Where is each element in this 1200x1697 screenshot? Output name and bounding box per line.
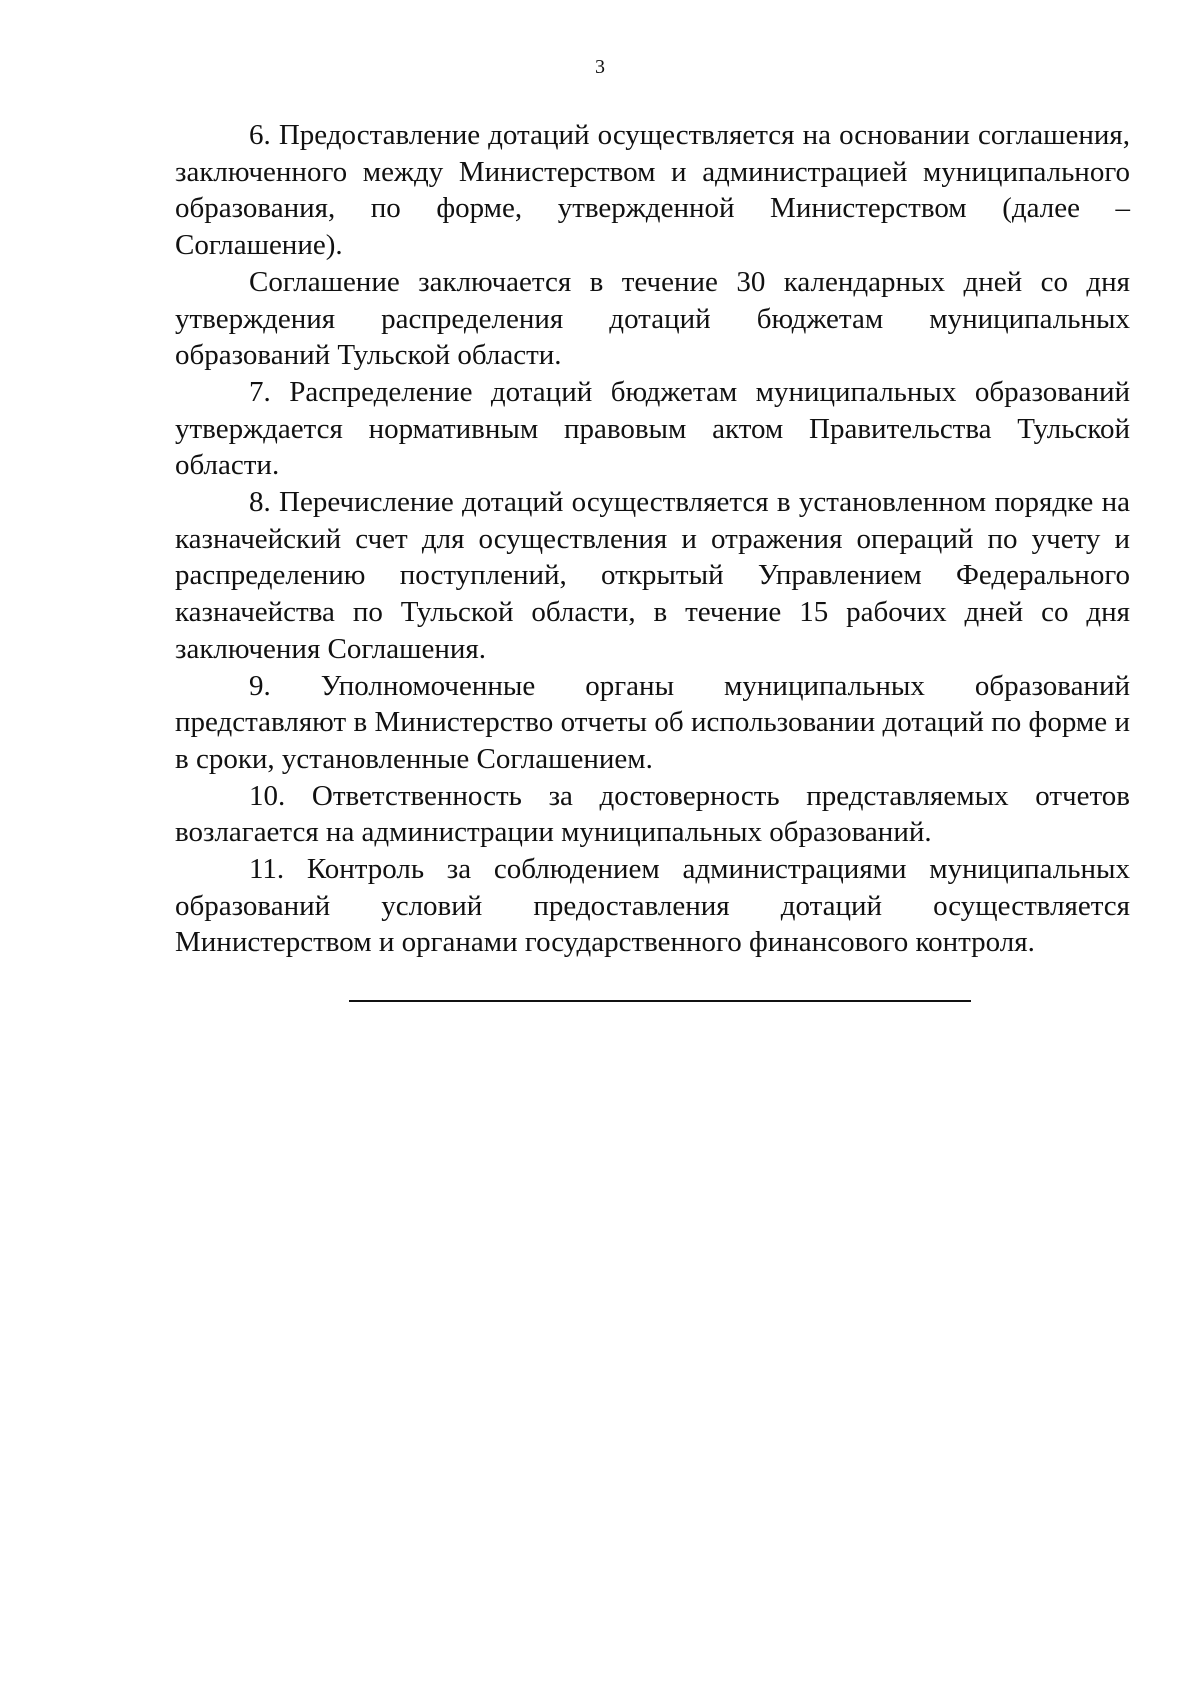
- paragraph-10: 10. Ответственность за достоверность представляемых отчетов возлагается на администрации муниципальных образований.: [175, 779, 1130, 849]
- page-number: 3: [595, 56, 605, 78]
- paragraph-7: 7. Распределение дотаций бюджетам муниципальных образований утверждается нормативным правовым актом Правительства Тульской области.: [175, 375, 1130, 482]
- paragraph-9: 9. Уполномоченные органы муниципальных образований представляют в Министерство отчеты об использовании дотаций по форме и в сроки, установленные Соглашением.: [175, 669, 1130, 775]
- paragraph-8: 8. Перечисление дотаций осуществляется в установленном порядке на казначейский счет для осуществления и отражения операций по учету и распределению поступлений, открытый Управлением Федерального казначейства по Тульской области, в течение 15 рабочих дней со дня заключения Соглашения.: [175, 486, 1130, 665]
- paragraph-6: 6. Предоставление дотаций осуществляется на основании соглашения, заключенного между Министерством и администрацией муниципального образования, по форме, утвержденной Министерством (далее – Соглашение).: [175, 119, 1130, 262]
- end-separator-line: [349, 1000, 971, 1002]
- paragraph-6-agreement-term: Соглашение заключается в течение 30 календарных дней со дня утверждения распределения дотаций бюджетам муниципальных образований Тульской области.: [175, 265, 1130, 372]
- document-body: [175, 117, 1130, 961]
- paragraph-11: 11. Контроль за соблюдением администрациями муниципальных образований условий предоставления дотаций осуществляется Министерством и органами государственного финансового контроля.: [175, 853, 1130, 959]
